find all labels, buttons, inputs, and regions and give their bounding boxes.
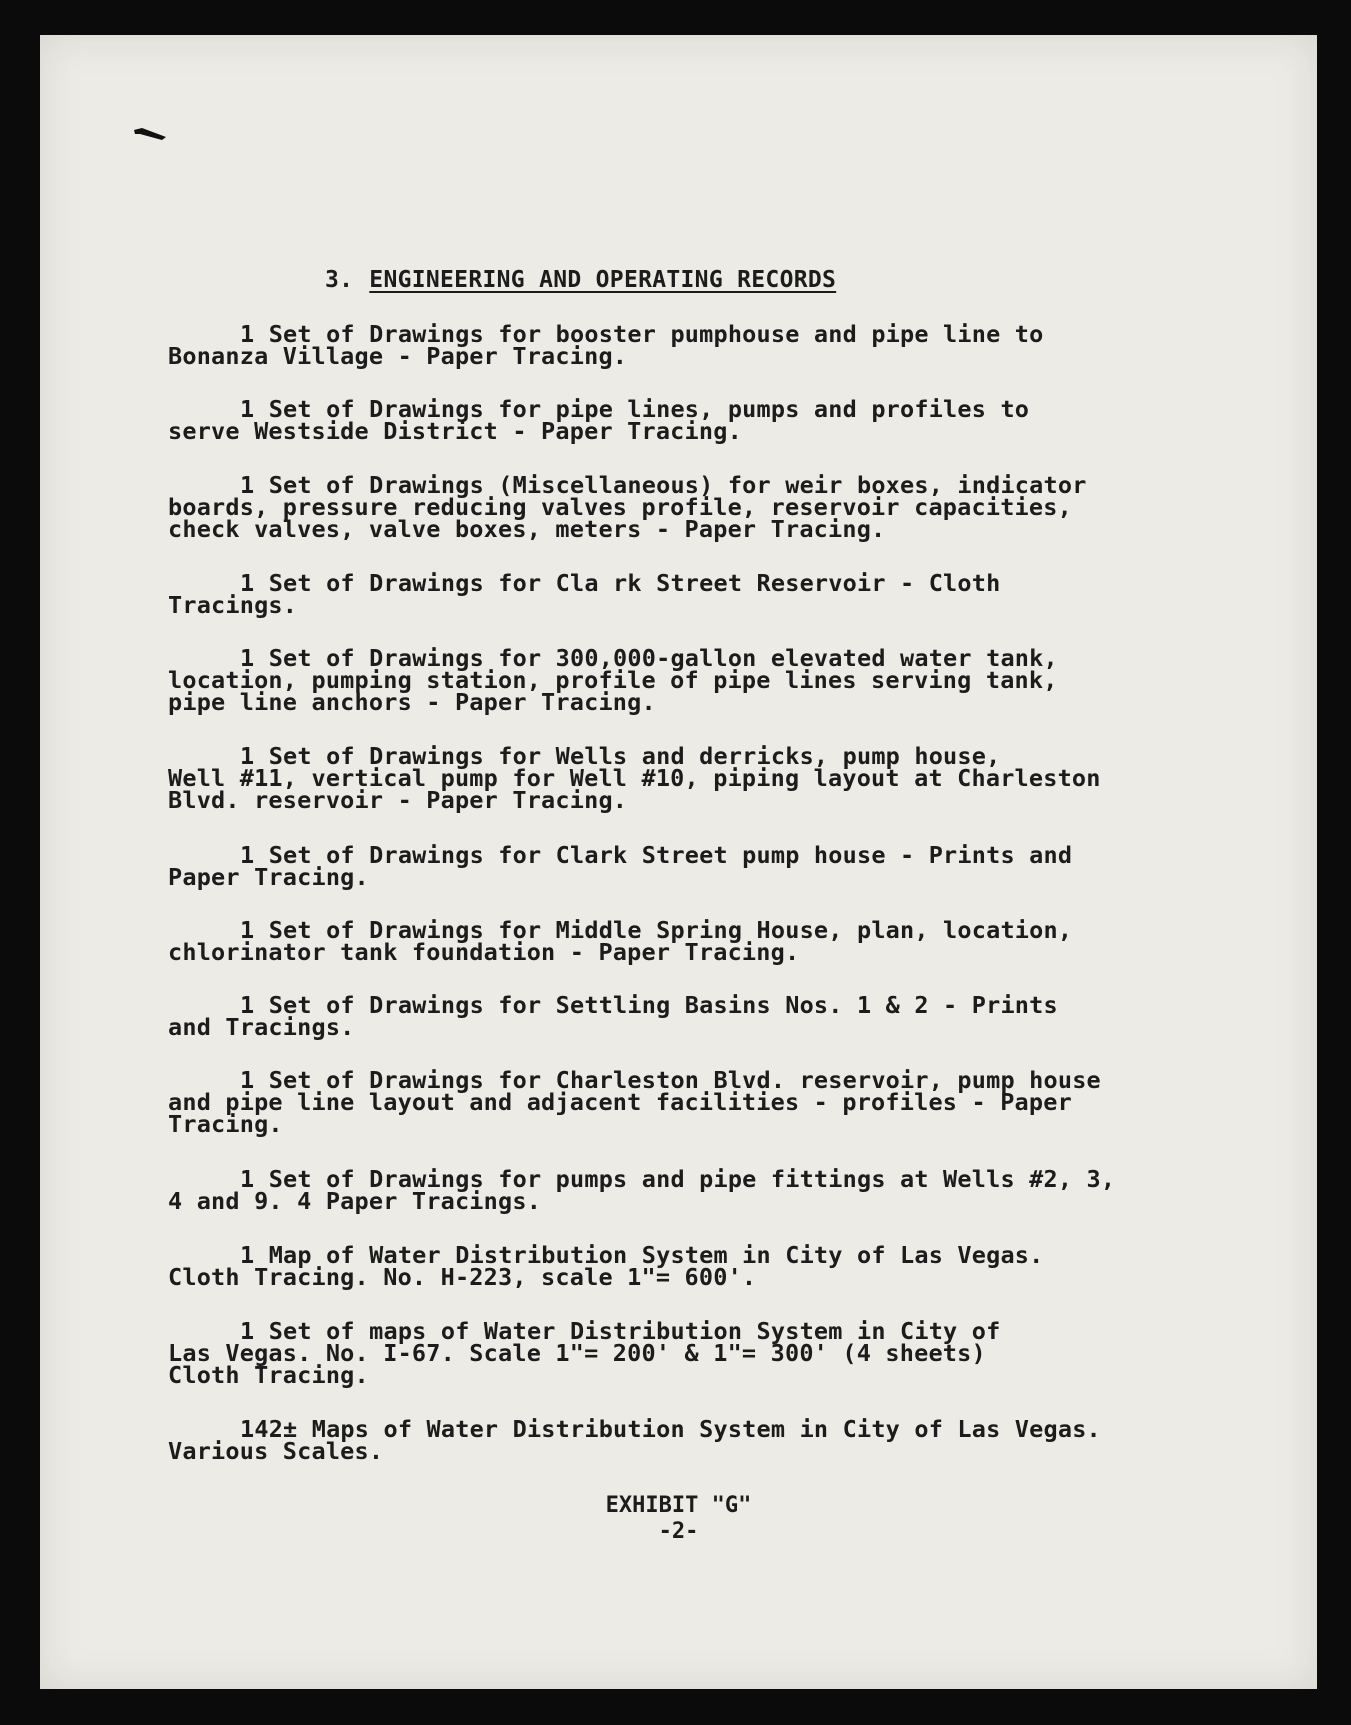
record-entry xyxy=(168,569,1238,619)
record-entry-text: 1 Set of Drawings for pipe lines, pumps and profiles to serve Westside District - Paper Tracing. xyxy=(168,395,1030,445)
record-entry-text: 1 Set of Drawings for Settling Basins Nos. 1 & 2 - Prints and Tracings. xyxy=(168,991,1058,1041)
record-entry-text: 1 Set of Drawings for Wells and derricks, pump house, Well #11, vertical pump for Well #10, piping layout at Charleston Blvd. reservoir - Paper Tracing. xyxy=(168,742,1101,814)
record-entry-text: 1 Set of Drawings for Cla rk Street Reservoir - Cloth Tracings. xyxy=(168,569,1001,619)
record-entry-text: 1 Set of Drawings for pumps and pipe fittings at Wells #2, 3, 4 and 9. 4 Paper Tracings. xyxy=(168,1165,1116,1215)
record-entry xyxy=(168,1066,1238,1138)
exhibit-label: EXHIBIT "G" xyxy=(605,1493,752,1518)
record-entry-text: 142± Maps of Water Distribution System in City of Las Vegas. Various Scales. xyxy=(168,1415,1101,1465)
section-number: 3. xyxy=(325,267,354,293)
record-entry xyxy=(168,644,1238,716)
record-entry xyxy=(168,395,1238,445)
page-number: -2- xyxy=(658,1519,699,1544)
record-entry-text: 1 Set of Drawings for 300,000-gallon elevated water tank, location, pumping station, profile of pipe lines serving tank, pipe line anchors - Paper Tracing. xyxy=(168,644,1058,716)
record-entry xyxy=(168,991,1238,1041)
record-entry xyxy=(168,1165,1238,1215)
record-entry-text: 1 Set of Drawings (Miscellaneous) for weir boxes, indicator boards, pressure reducing valves profile, reservoir capacities, check valves, valve boxes, meters - Paper Tracing. xyxy=(168,471,1087,543)
record-entry xyxy=(168,471,1238,543)
pen-mark-icon xyxy=(132,127,168,141)
document-page xyxy=(40,35,1317,1689)
record-entry-text: 1 Set of Drawings for Clark Street pump house - Prints and Paper Tracing. xyxy=(168,841,1073,891)
record-entry-text: 1 Set of Drawings for booster pumphouse and pipe line to Bonanza Village - Paper Tracing. xyxy=(168,320,1044,370)
section-heading xyxy=(325,267,836,293)
record-entry-text: 1 Set of maps of Water Distribution System in City of Las Vegas. No. I-67. Scale 1"= 200' & 1"= 300' (4 sheets) Cloth Tracing. xyxy=(168,1317,1001,1389)
record-entry xyxy=(168,841,1238,891)
record-entry xyxy=(168,1317,1238,1389)
record-entry xyxy=(168,320,1238,370)
record-entry xyxy=(168,1415,1238,1465)
record-entry xyxy=(168,742,1238,814)
record-entry xyxy=(168,1241,1238,1291)
record-entry-text: 1 Map of Water Distribution System in City of Las Vegas. Cloth Tracing. No. H-223, scale 1"= 600'. xyxy=(168,1241,1044,1291)
record-entry-text: 1 Set of Drawings for Middle Spring House, plan, location, chlorinator tank foundation - Paper Tracing. xyxy=(168,916,1073,966)
record-entry xyxy=(168,916,1238,966)
record-entry-text: 1 Set of Drawings for Charleston Blvd. reservoir, pump house and pipe line layout and adjacent facilities - profiles - Paper Tracing. xyxy=(168,1066,1101,1138)
section-title: ENGINEERING AND OPERATING RECORDS xyxy=(369,267,837,293)
